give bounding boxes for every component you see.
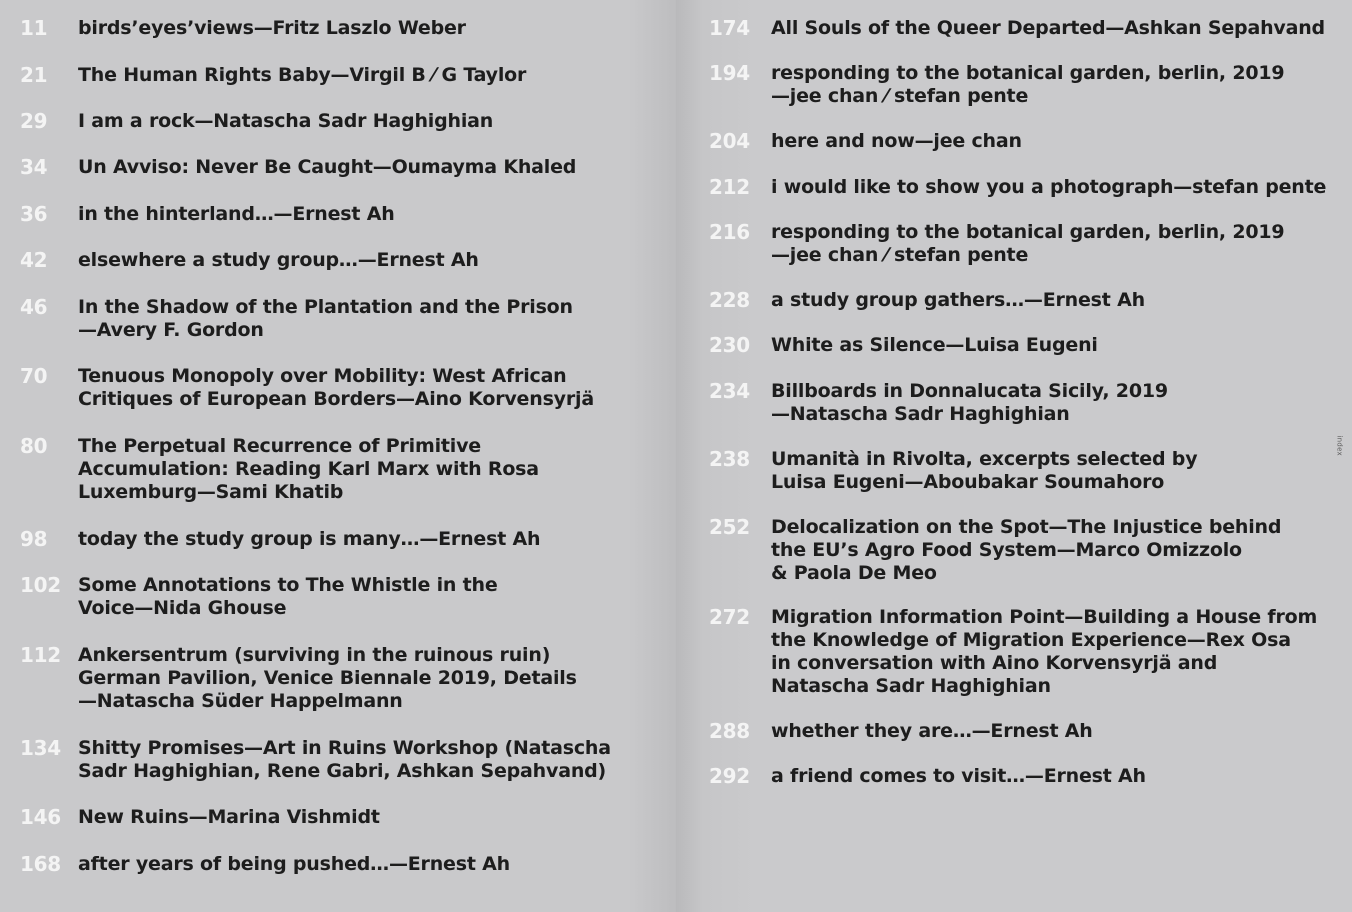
page-number: 134 — [20, 736, 61, 760]
toc-entry — [709, 221, 1284, 267]
toc-entry — [20, 806, 380, 829]
entry-title: White as Silence—Luisa Eugeni — [771, 334, 1098, 356]
page-number: 292 — [709, 764, 750, 788]
toc-entry — [709, 334, 1098, 357]
page-number: 80 — [20, 434, 48, 458]
toc-entry — [709, 289, 1145, 312]
toc-entry — [20, 435, 539, 504]
page-number: 234 — [709, 379, 750, 403]
toc-entry — [709, 62, 1284, 108]
toc-entry — [709, 17, 1325, 40]
page-number: 238 — [709, 447, 750, 471]
entry-title: Un Avviso: Never Be Caught—Oumayma Khaled — [78, 156, 577, 178]
toc-entry — [20, 203, 395, 226]
toc-entry — [709, 130, 1022, 153]
page-number: 34 — [20, 155, 48, 179]
toc-entry — [709, 380, 1168, 426]
page-number: 11 — [20, 16, 48, 40]
entry-title: Delocalization on the Spot—The Injustice behind the EU’s Agro Food System—Marco Omizzolo & Paola De Meo — [771, 516, 1282, 584]
toc-entry — [20, 644, 577, 713]
page-number: 112 — [20, 643, 61, 667]
toc-entry — [20, 853, 510, 876]
toc-entry — [20, 110, 493, 133]
entry-title: responding to the botanical garden, berlin, 2019 —jee chan ⁄ stefan pente — [771, 62, 1285, 107]
entry-title: elsewhere a study group…—Ernest Ah — [78, 249, 479, 271]
page-number: 98 — [20, 527, 48, 551]
toc-entry — [20, 249, 479, 272]
entry-title: i would like to show you a photograph—stefan pente — [771, 176, 1327, 198]
entry-title: today the study group is many…—Ernest Ah — [78, 528, 541, 550]
entry-title: Billboards in Donnalucata Sicily, 2019 —Natascha Sadr Haghighian — [771, 380, 1168, 425]
toc-entry — [709, 765, 1146, 788]
page-number: 212 — [709, 175, 750, 199]
entry-title: Some Annotations to The Whistle in the Voice—Nida Ghouse — [78, 574, 498, 619]
entry-title: a study group gathers…—Ernest Ah — [771, 289, 1145, 311]
page-number: 194 — [709, 61, 750, 85]
page-number: 29 — [20, 109, 48, 133]
entry-title: The Perpetual Recurrence of Primitive Accumulation: Reading Karl Marx with Rosa Luxemburg—Sami Khatib — [78, 435, 539, 503]
page-number: 216 — [709, 220, 750, 244]
entry-title: The Human Rights Baby—Virgil B ⁄ G Taylor — [78, 64, 527, 86]
toc-entry — [20, 296, 573, 342]
toc-entry — [709, 448, 1197, 494]
index-side-label: index — [1336, 435, 1344, 456]
toc-entry — [709, 176, 1326, 199]
page-number: 21 — [20, 63, 48, 87]
toc-entry — [709, 516, 1281, 585]
page-number: 204 — [709, 129, 750, 153]
entry-title: here and now—jee chan — [771, 130, 1022, 152]
entry-title: Umanità in Rivolta, excerpts selected by Luisa Eugeni—Aboubakar Soumahoro — [771, 448, 1198, 493]
page-number: 174 — [709, 16, 750, 40]
entry-title: New Ruins—Marina Vishmidt — [78, 806, 380, 828]
entry-title: Tenuous Monopoly over Mobility: West African Critiques of European Borders—Aino Korvensyrjä — [78, 365, 594, 410]
entry-title: Migration Information Point—Building a House from the Knowledge of Migration Experience—Rex Osa in conversation with Aino Korvensyrjä and Natascha Sadr Haghighian — [771, 606, 1318, 697]
entry-title: All Souls of the Queer Departed—Ashkan Sepahvand — [771, 17, 1325, 39]
page-number: 146 — [20, 805, 61, 829]
entry-title: birds’eyes’views—Fritz Laszlo Weber — [78, 17, 466, 39]
page-number: 252 — [709, 515, 750, 539]
page-number: 288 — [709, 719, 750, 743]
page-number: 272 — [709, 605, 750, 629]
toc-entry — [20, 156, 576, 179]
page-number: 102 — [20, 573, 61, 597]
entry-title: a friend comes to visit…—Ernest Ah — [771, 765, 1146, 787]
page-number: 46 — [20, 295, 48, 319]
toc-entry — [709, 606, 1317, 698]
entry-title: in the hinterland…—Ernest Ah — [78, 203, 395, 225]
toc-entry — [709, 720, 1093, 743]
entry-title: responding to the botanical garden, berlin, 2019 —jee chan ⁄ stefan pente — [771, 221, 1285, 266]
entry-title: whether they are…—Ernest Ah — [771, 720, 1093, 742]
right-page — [676, 0, 1352, 912]
entry-title: Shitty Promises—Art in Ruins Workshop (Natascha Sadr Haghighian, Rene Gabri, Ashkan Sepahvand) — [78, 737, 611, 782]
page-number: 228 — [709, 288, 750, 312]
page-number: 42 — [20, 248, 48, 272]
toc-entry — [20, 17, 466, 40]
page-number: 36 — [20, 202, 48, 226]
toc-entry — [20, 574, 498, 620]
toc-entry — [20, 365, 594, 411]
entry-title: In the Shadow of the Plantation and the Prison —Avery F. Gordon — [78, 296, 573, 341]
toc-entry — [20, 528, 540, 551]
entry-title: Ankersentrum (surviving in the ruinous ruin) German Pavilion, Venice Biennale 2019, Details —Natascha Süder Happelmann — [78, 644, 577, 712]
entry-title: after years of being pushed…—Ernest Ah — [78, 853, 510, 875]
page-number: 230 — [709, 333, 750, 357]
entry-title: I am a rock—Natascha Sadr Haghighian — [78, 110, 494, 132]
page-number: 168 — [20, 852, 61, 876]
toc-entry — [20, 64, 526, 87]
toc-entry — [20, 737, 611, 783]
page-number: 70 — [20, 364, 48, 388]
